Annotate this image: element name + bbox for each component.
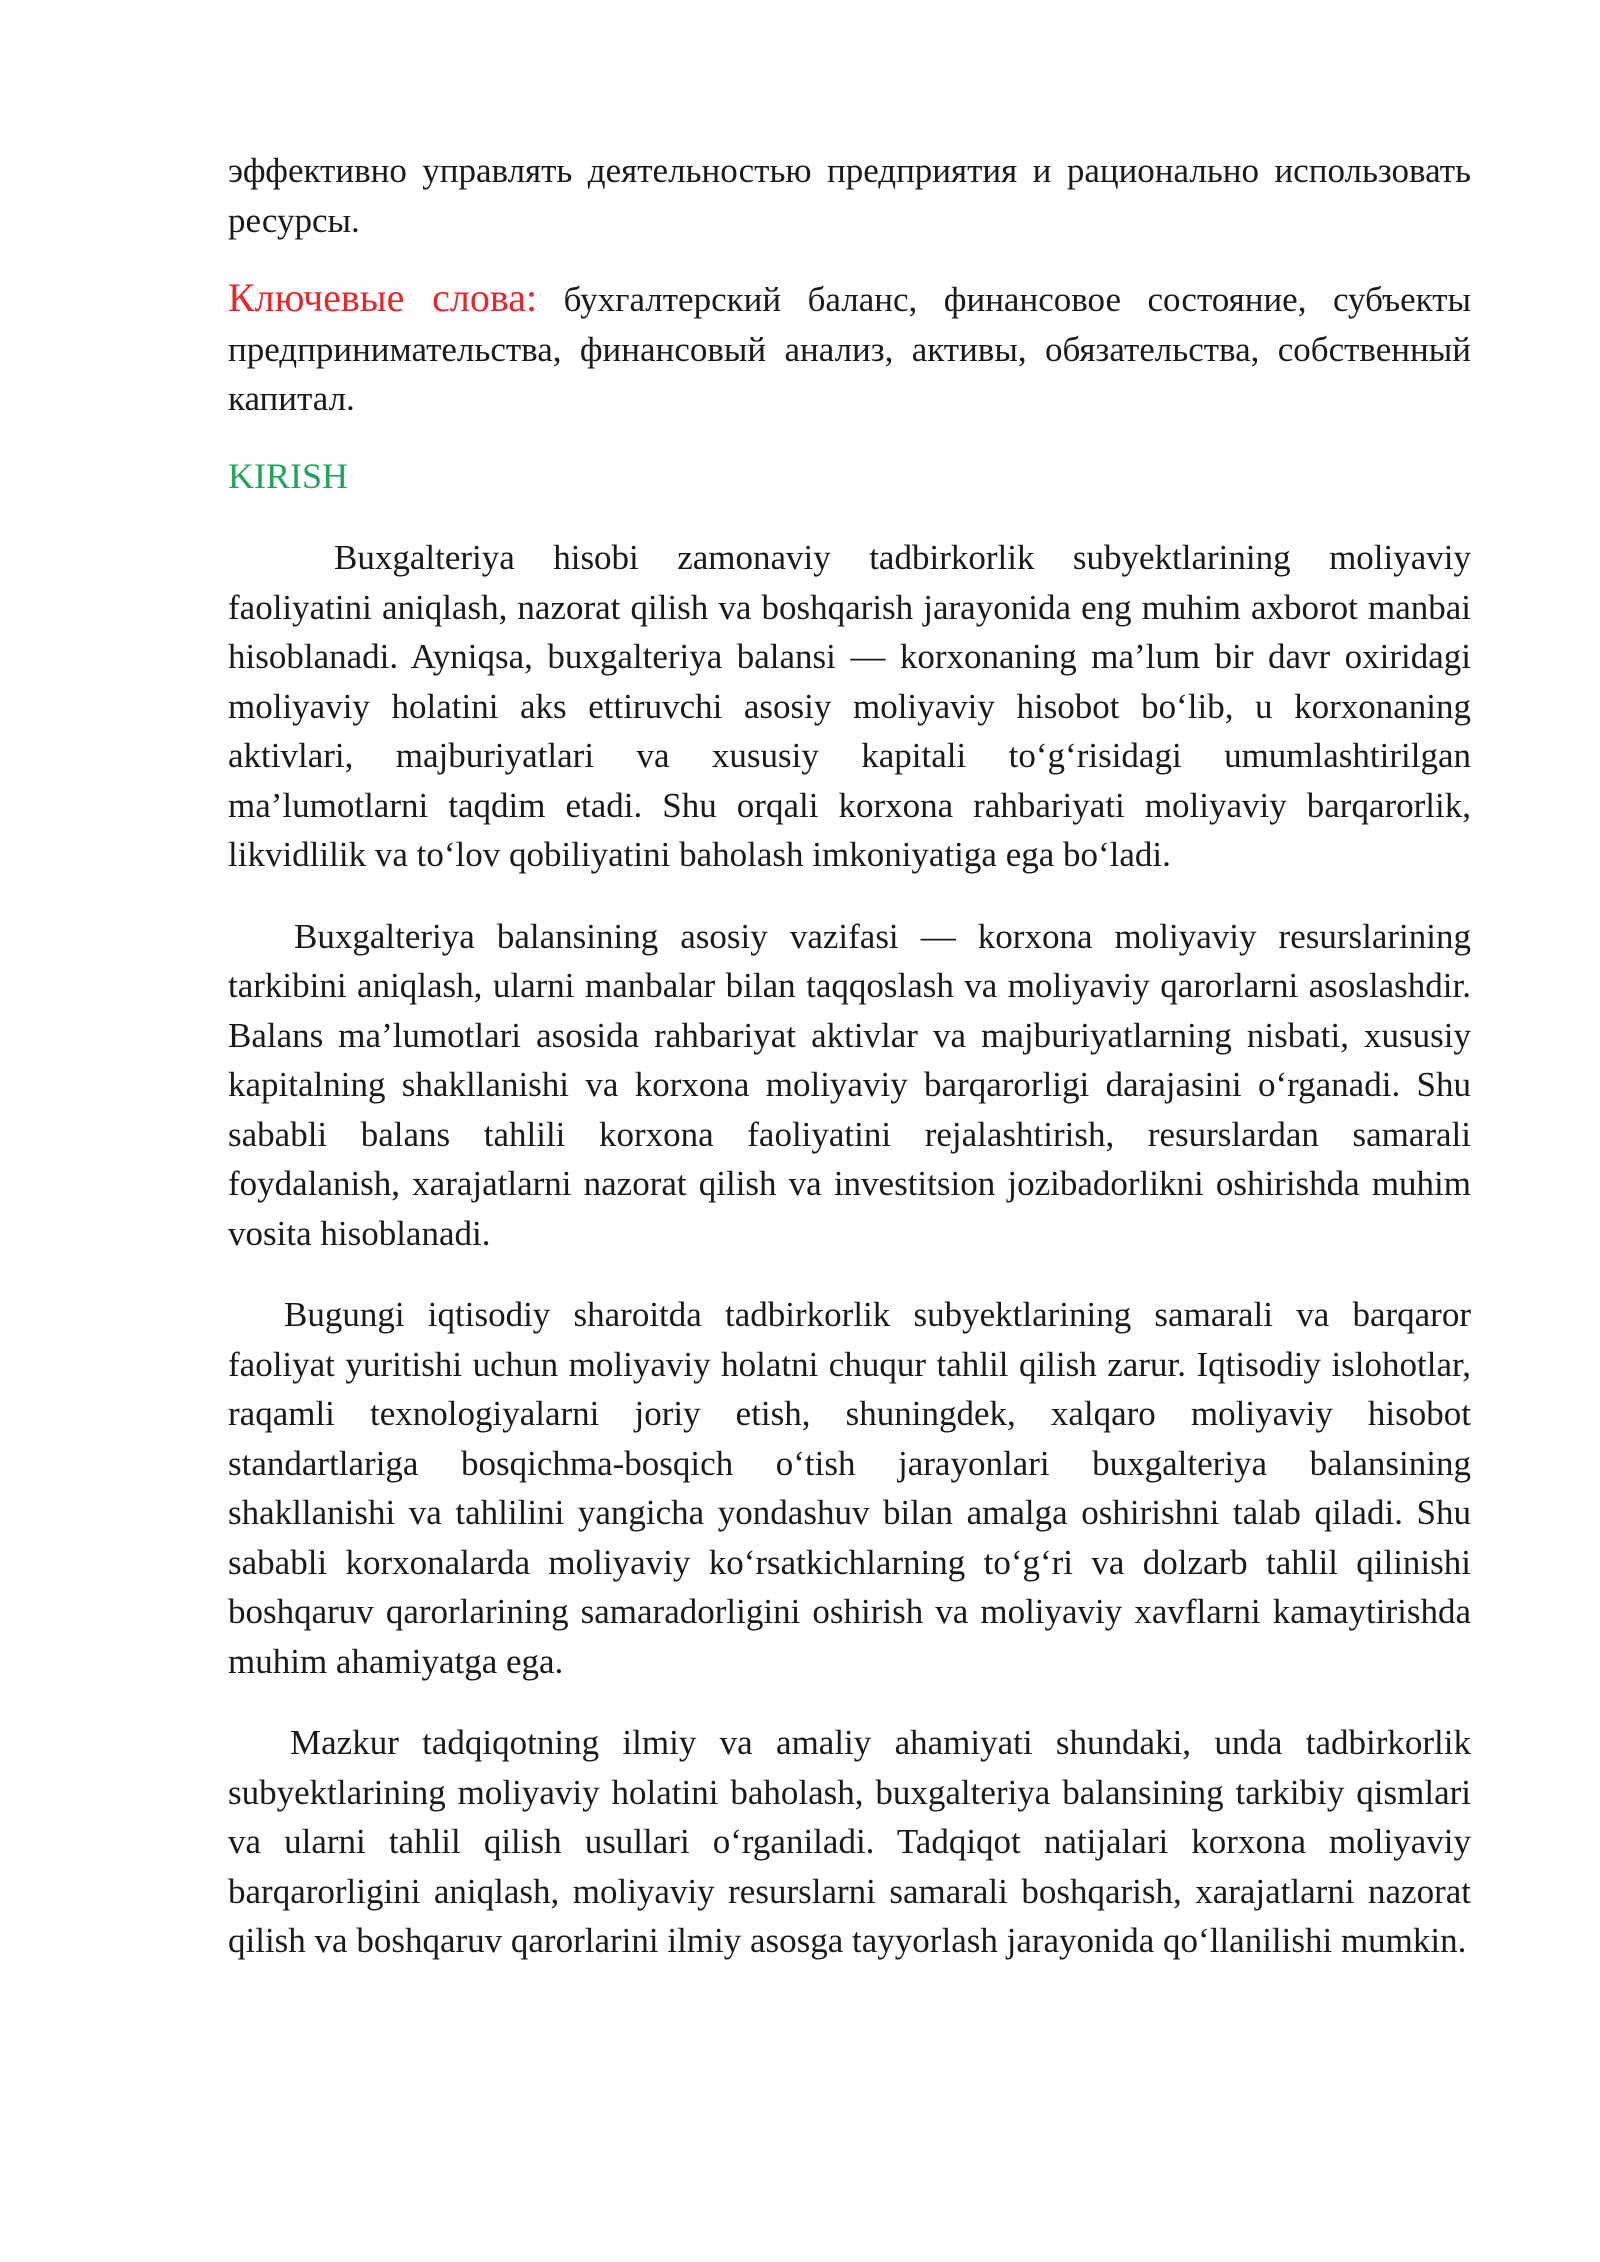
keywords-paragraph: [228, 273, 1471, 424]
body-paragraph-1: Buxgalteriya hisobi zamonaviy tadbirkorlik subyektlarining moliyaviy faoliyatini aniqlash, nazorat qilish va boshqarish jarayonida eng muhim axborot manbai hisoblanadi. Ayniqsa, buxgalteriya balansi — korxonaning ma’lum bir davr oxiridagi moliyaviy holatini aks ettiruvchi asosiy moliyaviy hisobot bo‘lib, u korxonaning aktivlari, majburiyatlari va xususiy kapitali to‘g‘risidagi umumlashtirilgan ma’lumotlarni taqdim etadi. Shu orqali korxona rahbariyati moliyaviy barqarorlik, likvidlilik va to‘lov qobiliyatini baholash imkoniyatiga ega bo‘ladi.: [228, 538, 1471, 874]
intro-continuation-text: эффективно управлять деятельностью предприятия и рационально использовать ресурсы.: [228, 151, 1471, 240]
keywords-label: Ключевые слова:: [228, 275, 538, 320]
body-paragraph-2: Buxgalteriya balansining asosiy vazifasi — korxona moliyaviy resurslarining tarkibini aniqlash, ularni manbalar bilan taqqoslash va moliyaviy qarorlarni asoslashdir. Balans ma’lumotlari asosida rahbariyat aktivlar va majburiyatlarning nisbati, xususiy kapitalning shakllanishi va korxona moliyaviy barqarorligi darajasini o‘rganadi. Shu sababli balans tahlili korxona faoliyatini rejalashtirish, resurslardan samarali foydalanish, xarajatlarni nazorat qilish va investitsion jozibadorlikni oshirishda muhim vosita hisoblanadi.: [228, 916, 1471, 1253]
keywords-text: бухгалтерский баланс, финансовое состояние, субъекты предпринимательства, финансовый анализ, активы, обязательства, собственный капитал.: [228, 280, 1472, 418]
section-heading-kirish: KIRISH: [228, 455, 349, 496]
body-paragraph-3: Bugungi iqtisodiy sharoitda tadbirkorlik subyektlarining samarali va barqaror faoliyat yuritishi uchun moliyaviy holatni chuqur tahlil qilish zarur. Iqtisodiy islohotlar, raqamli texnologiyalarni joriy etish, shuningdek, xalqaro moliyaviy hisobot standartlariga bosqichma-bosqich o‘tish jarayonlari buxgalteriya balansining shakllanishi va tahlilini yangicha yondashuv bilan amalga oshirishni talab qiladi. Shu sababli korxonalarda moliyaviy ko‘rsatkichlarning to‘g‘ri va dolzarb tahlil qilinishi boshqaruv qarorlarining samaradorligini oshirish va moliyaviy xavflarni kamaytirishda muhim ahamiyatga ega.: [228, 1295, 1471, 1681]
body-paragraph-4: Mazkur tadqiqotning ilmiy va amaliy ahamiyati shundaki, unda tadbirkorlik subyektlarining moliyaviy holatini baholash, buxgalteriya balansining tarkibiy qismlari va ularni tahlil qilish usullari o‘rganiladi. Tadqiqot natijalari korxona moliyaviy barqarorligini aniqlash, moliyaviy resurslarni samarali boshqarish, xarajatlarni nazorat qilish va boshqaruv qarorlarini ilmiy asosga tayyorlash jarayonida qo‘llanilishi mumkin.: [228, 1723, 1471, 1960]
document-body: [228, 146, 1471, 1998]
